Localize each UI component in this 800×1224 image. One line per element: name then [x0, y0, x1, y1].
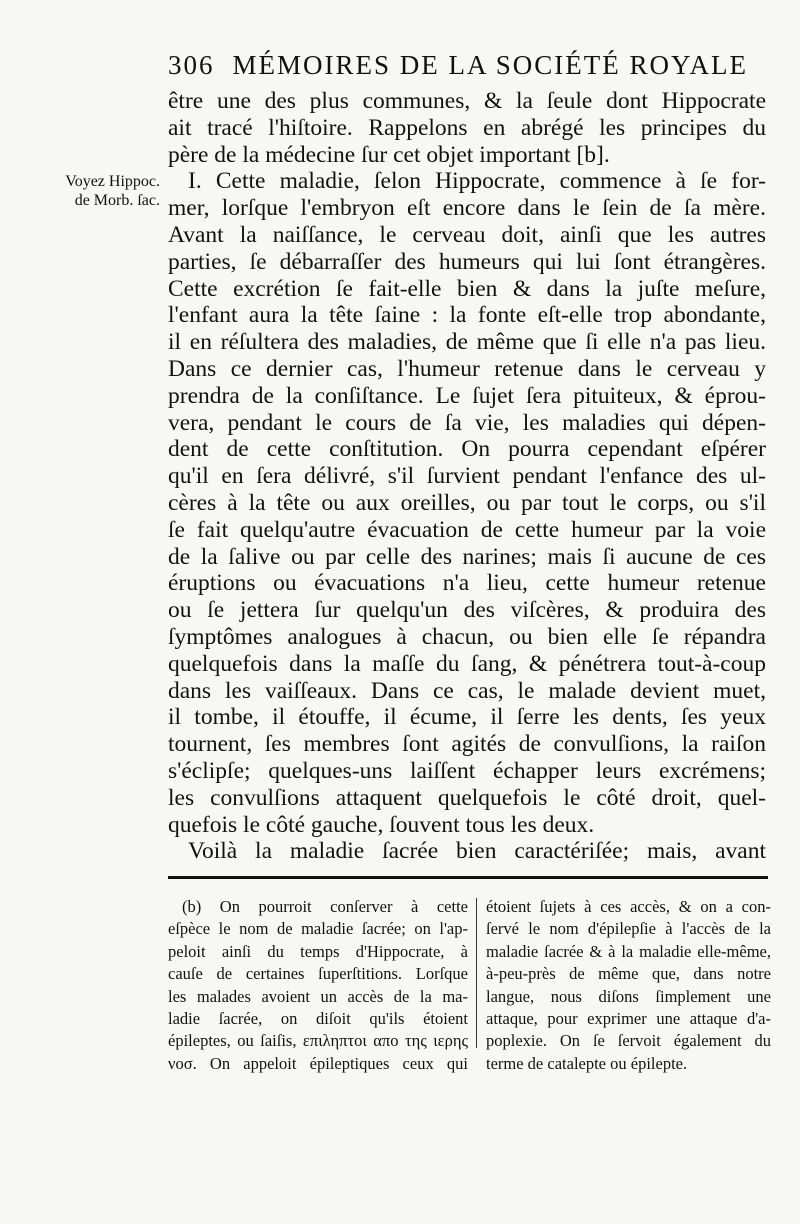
page-number: 306	[168, 50, 215, 80]
body-line: Cette excrétion ſe fait-elle bien & dans la juſte meſure,	[168, 275, 766, 302]
footnote-column-divider	[476, 898, 477, 1048]
body-line: s'éclipſe; quelques-uns laiſſent échapper leurs excrémens;	[168, 757, 766, 784]
body-line: quelquefois dans la maſſe du ſang, & pénétrera tout-à-coup	[168, 650, 766, 677]
footnote-line: maladie ſacrée & à la maladie elle-même,	[486, 941, 771, 961]
body-line: être une des plus communes, & la ſeule dont Hippocrate	[168, 88, 766, 114]
footnote-line: les malades avoient un accès de la ma-	[168, 986, 468, 1006]
footnote-line: terme de catalepte ou épilepte.	[486, 1053, 688, 1073]
body-line: prendra de la conſiſtance. Le ſujet ſera pituiteux, & éprou-	[168, 382, 766, 409]
running-head	[168, 50, 768, 90]
body-line: éruptions ou évacuations n'a lieu, cette humeur retenue	[168, 570, 766, 597]
body-line: de la ſalive ou par celle des narines; mais ſi aucune de ces	[168, 543, 766, 570]
body-text	[168, 88, 766, 865]
footnote-line: peloit ainſi du temps d'Hippocrate, à	[168, 941, 468, 961]
footnote-line: à-peu-près de même que, dans notre	[486, 964, 771, 984]
margin-note-line: Voyez Hippoc.	[65, 173, 160, 190]
body-line: Dans ce dernier cas, l'humeur retenue dans le cerveau y	[168, 355, 766, 382]
footnote-line: cauſe de certaines ſuperſtitions. Lorſque	[168, 964, 468, 984]
footnote-rule	[168, 876, 768, 879]
body-line: ait tracé l'hiſtoire. Rappelons en abrégé les principes du	[168, 114, 766, 141]
body-line: l'enfant aura la tête ſaine : la fonte eſt-elle trop abondante,	[168, 302, 766, 329]
body-line: ſymptômes analogues à chacun, ou bien elle ſe répandra	[168, 623, 766, 650]
body-line: quefois le côté gauche, ſouvent tous les deux.	[168, 811, 595, 838]
body-line: les convulſions attaquent quelquefois le côté droit, quel-	[168, 784, 766, 811]
body-line: vera, pendant le cours de ſa vie, les maladies qui dépen-	[168, 409, 766, 436]
body-line: père de la médecine ſur cet objet important [b].	[168, 141, 610, 168]
footnote-line: étoient ſujets à ces accès, & on a con-	[486, 897, 771, 916]
body-line: mer, lorſque l'embryon eſt encore dans le ſein de ſa mère.	[168, 195, 766, 222]
footnote-line: langue, nous diſons ſimplement une	[486, 986, 771, 1006]
body-line: I. Cette maladie, ſelon Hippocrate, commence à ſe for-	[188, 168, 766, 195]
footnote-line: poplexie. On ſe ſervoit également du	[486, 1031, 771, 1051]
body-line: ſe fait quelqu'autre évacuation de cette humeur par la voie	[168, 516, 766, 543]
body-line: Voilà la maladie ſacrée bien caractériſée; mais, avant	[188, 838, 766, 865]
footnote-line: ſervé le nom d'épilepſie à l'accès de la	[486, 919, 771, 939]
footnote-line: épileptes, ou ſaiſis, επιληπτοι απο της ιερης	[168, 1031, 468, 1051]
footnote-right-column	[486, 896, 771, 1075]
body-line: dans les vaiſſeaux. Dans ce cas, le malade devient muet,	[168, 677, 766, 704]
margin-note	[20, 172, 160, 210]
footnote-line: νοσ. On appeloit épileptiques ceux qui	[168, 1053, 468, 1073]
body-line: ou ſe jettera ſur quelqu'un des viſcères, & produira des	[168, 597, 766, 624]
footnote-line: ladie ſacrée, on diſoit qu'ils étoient	[168, 1008, 468, 1028]
body-line: il tombe, il étouffe, il écume, il ſerre les dents, ſes yeux	[168, 704, 766, 731]
body-line: qu'il en ſera délivré, s'il ſurvient pendant l'enfance des ul-	[168, 463, 766, 490]
footnote-line: (b) On pourroit conſerver à cette	[182, 897, 468, 916]
margin-note-line: de Morb. ſac.	[74, 192, 160, 209]
page-title: MÉMOIRES DE LA SOCIÉTÉ ROYALE	[232, 50, 748, 80]
footnote-left-column	[168, 896, 468, 1075]
body-line: tournent, ſes membres ſont agités de convulſions, la raiſon	[168, 731, 766, 758]
footnote-line: eſpèce le nom de maladie ſacrée; on l'ap-	[168, 919, 468, 939]
body-line: parties, ſe débarraſſer des humeurs qui lui ſont étrangères.	[168, 248, 766, 275]
body-line: cères à la tête ou aux oreilles, ou par tout le corps, ou s'il	[168, 489, 766, 516]
footnote-line: attaque, pour exprimer une attaque d'a-	[486, 1008, 771, 1028]
body-line: il en réſultera des maladies, de même que ſi elle n'a pas lieu.	[168, 329, 766, 356]
body-line: dent de cette conſtitution. On pourra cependant eſpérer	[168, 436, 766, 463]
body-line: Avant la naiſſance, le cerveau doit, ainſi que les autres	[168, 221, 766, 248]
